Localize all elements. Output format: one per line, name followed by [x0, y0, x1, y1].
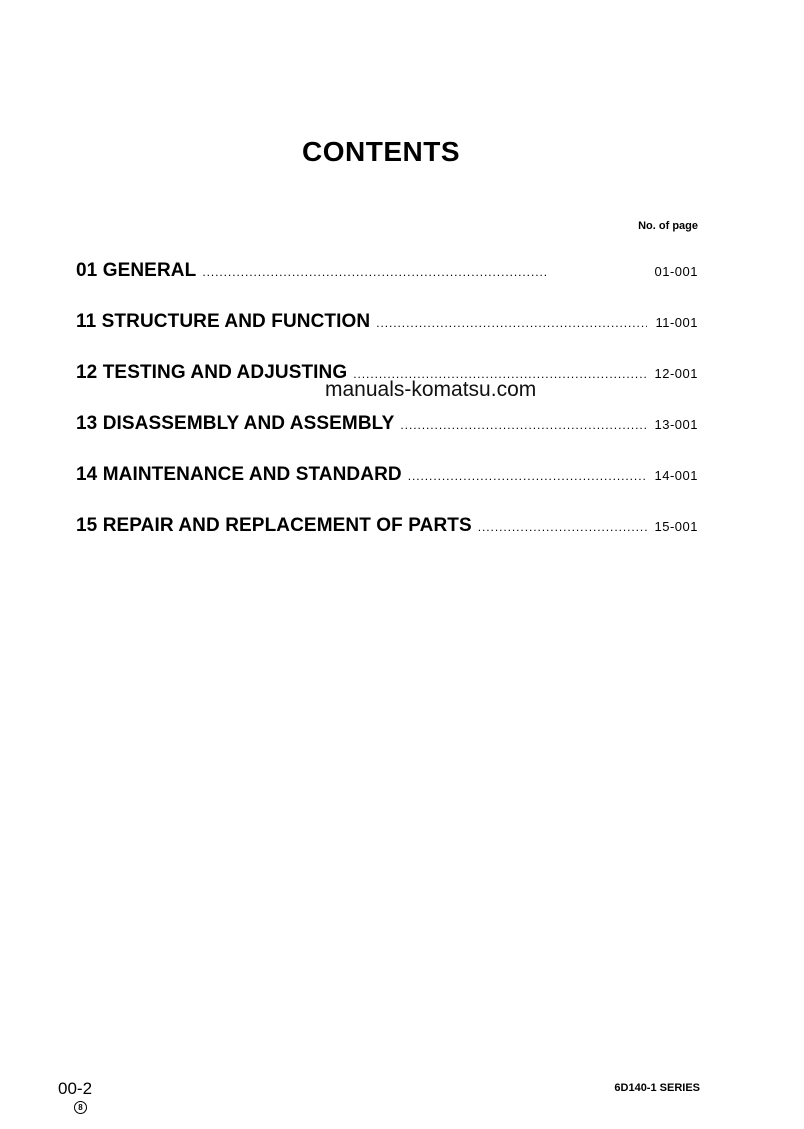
footer-page-number: 00-2 — [58, 1079, 93, 1098]
toc-entry-title[interactable]: 01 GENERAL — [76, 260, 197, 281]
toc-entry-title[interactable]: 11 STRUCTURE AND FUNCTION — [76, 311, 371, 332]
toc-entry-page: 11-001 — [655, 315, 698, 330]
dot-leader — [376, 316, 647, 330]
toc-entry-page: 14-001 — [654, 468, 698, 483]
toc-entry-page: 13-001 — [654, 417, 698, 432]
toc-entry-structure-and-function[interactable] — [76, 309, 698, 360]
dot-leader — [408, 469, 647, 483]
page-title: CONTENTS — [302, 136, 460, 167]
toc-entry-maintenance-and-standard[interactable] — [76, 462, 698, 513]
toc-entry-title[interactable]: 15 REPAIR AND REPLACEMENT OF PARTS — [76, 515, 472, 536]
dot-leader — [202, 265, 646, 279]
toc-entry-page: 15-001 — [654, 519, 698, 534]
toc-entry-page: 01-001 — [654, 264, 698, 279]
page-column-label: No. of page — [638, 220, 698, 232]
footer-series: 6D140-1 SERIES — [614, 1082, 700, 1094]
toc-entry-disassembly-and-assembly[interactable] — [76, 411, 698, 462]
watermark-text: manuals-komatsu.com — [325, 378, 537, 401]
table-of-contents — [76, 258, 698, 564]
toc-entry-title[interactable]: 14 MAINTENANCE AND STANDARD — [76, 464, 402, 485]
revision-mark-icon: 8 — [74, 1101, 87, 1114]
dot-leader — [400, 418, 646, 432]
toc-entry-title[interactable]: 12 TESTING AND ADJUSTING — [76, 362, 348, 383]
toc-entry-repair-and-replacement[interactable] — [76, 513, 698, 564]
dot-leader — [478, 520, 647, 534]
toc-entry-title[interactable]: 13 DISASSEMBLY AND ASSEMBLY — [76, 413, 395, 434]
toc-entry-page: 12-001 — [654, 366, 698, 381]
toc-entry-general[interactable] — [76, 258, 698, 309]
